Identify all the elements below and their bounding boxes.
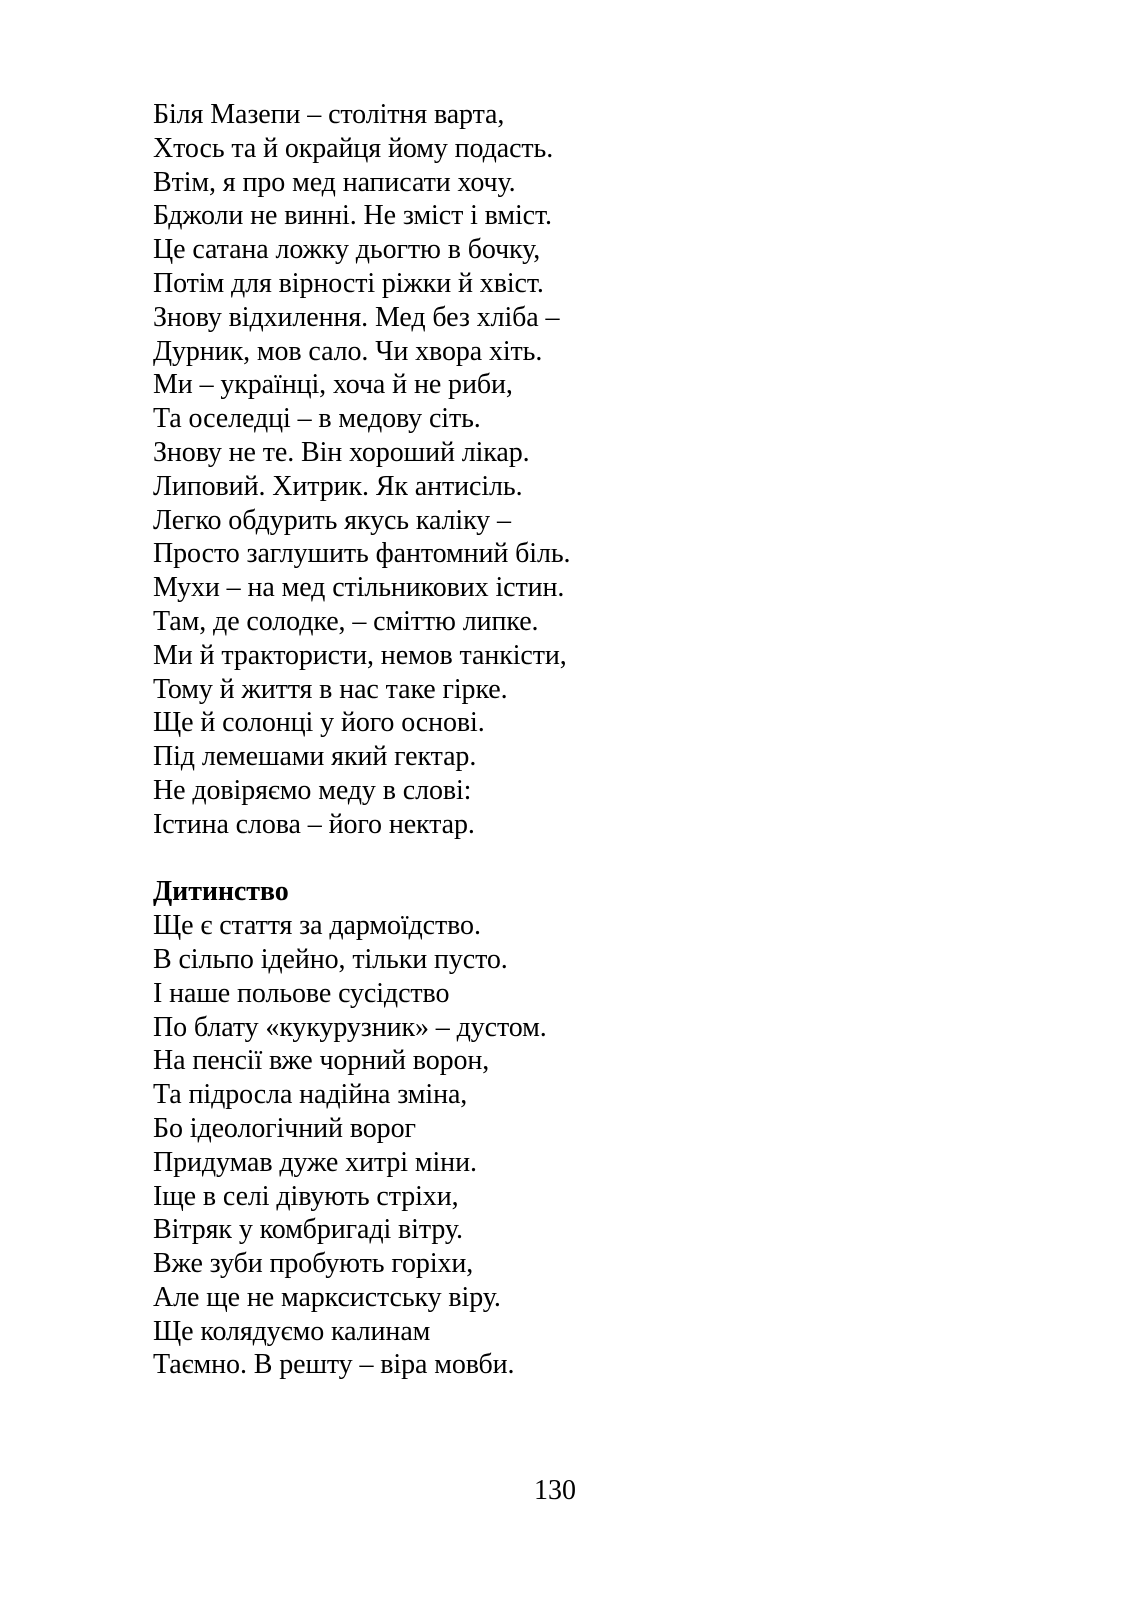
poem-line: Просто заглушить фантомний біль. xyxy=(153,538,571,570)
text-block xyxy=(153,98,853,1382)
poem-line: І наше польове сусідство xyxy=(153,977,450,1009)
poem-line: Втім, я про мед написати хочу. xyxy=(153,166,516,198)
poem-line: Хтось та й окрайця йому подасть. xyxy=(153,132,554,164)
poem-line: Та оселедці – в медову сіть. xyxy=(153,403,481,435)
poem-line: Ми – українці, хоча й не риби, xyxy=(153,369,513,401)
poem-title: Дитинство xyxy=(153,876,289,908)
poem-line: Під лемешами який гектар. xyxy=(153,741,477,773)
poem-line: Таємно. В решту – віра мовби. xyxy=(153,1349,515,1381)
poem-line: Ще колядуємо калинам xyxy=(153,1315,431,1347)
poem-line: Не довіряємо меду в слові: xyxy=(153,774,472,806)
poem-line: На пенсії вже чорний ворон, xyxy=(153,1045,490,1077)
poem-line: Ще й солонці у його основі. xyxy=(153,707,485,739)
poem-line: В сільпо ідейно, тільки пусто. xyxy=(153,943,508,975)
poem-line: По блату «кукурузник» – дустом. xyxy=(153,1011,547,1043)
poem-dytynstvo xyxy=(153,875,853,1382)
page-number: 130 xyxy=(534,1475,576,1506)
poem-line: Знову не те. Він хороший лікар. xyxy=(153,436,530,468)
poem-line: Ще є стаття за дармоїдство. xyxy=(153,910,481,942)
poem-line: Іще в селі дівують стріхи, xyxy=(153,1180,459,1212)
poem-line: Тому й життя в нас таке гірке. xyxy=(153,673,508,705)
poem-line: Але ще не марксистську віру. xyxy=(153,1281,501,1313)
poem-line: Вітряк у комбригаді вітру. xyxy=(153,1214,463,1246)
poem-line: Знову відхилення. Мед без хліба – xyxy=(153,301,560,333)
poem-line: Ми й трактористи, немов танкісти, xyxy=(153,639,567,671)
poem-line: Біля Мазепи – столітня варта, xyxy=(153,99,505,130)
poem-line: Вже зуби пробують горіхи, xyxy=(153,1248,474,1280)
poem-line: Там, де солодке, – сміттю липке. xyxy=(153,605,539,637)
poem-line: Істина слова – його нектар. xyxy=(153,808,475,840)
poem-line: Бджоли не винні. Не зміст і вміст. xyxy=(153,200,552,232)
poem-line: Придумав дуже хитрі міни. xyxy=(153,1146,477,1178)
poem-line: Це сатана ложку дьогтю в бочку, xyxy=(153,234,541,266)
stanza-gap xyxy=(153,842,853,876)
poem-line: Липовий. Хитрик. Як антисіль. xyxy=(153,470,523,502)
poem-line: Потім для вірності ріжки й хвіст. xyxy=(153,267,544,299)
poem-line: Легко обдурить якусь каліку – xyxy=(153,504,511,536)
poem-line: Бо ідеологічний ворог xyxy=(153,1112,416,1144)
poem-line: Мухи – на мед стільникових істин. xyxy=(153,572,565,604)
poem-line: Дурник, мов сало. Чи хвора хіть. xyxy=(153,335,543,367)
poem-continuation xyxy=(153,98,853,842)
poem-line: Та підросла надійна зміна, xyxy=(153,1079,468,1111)
